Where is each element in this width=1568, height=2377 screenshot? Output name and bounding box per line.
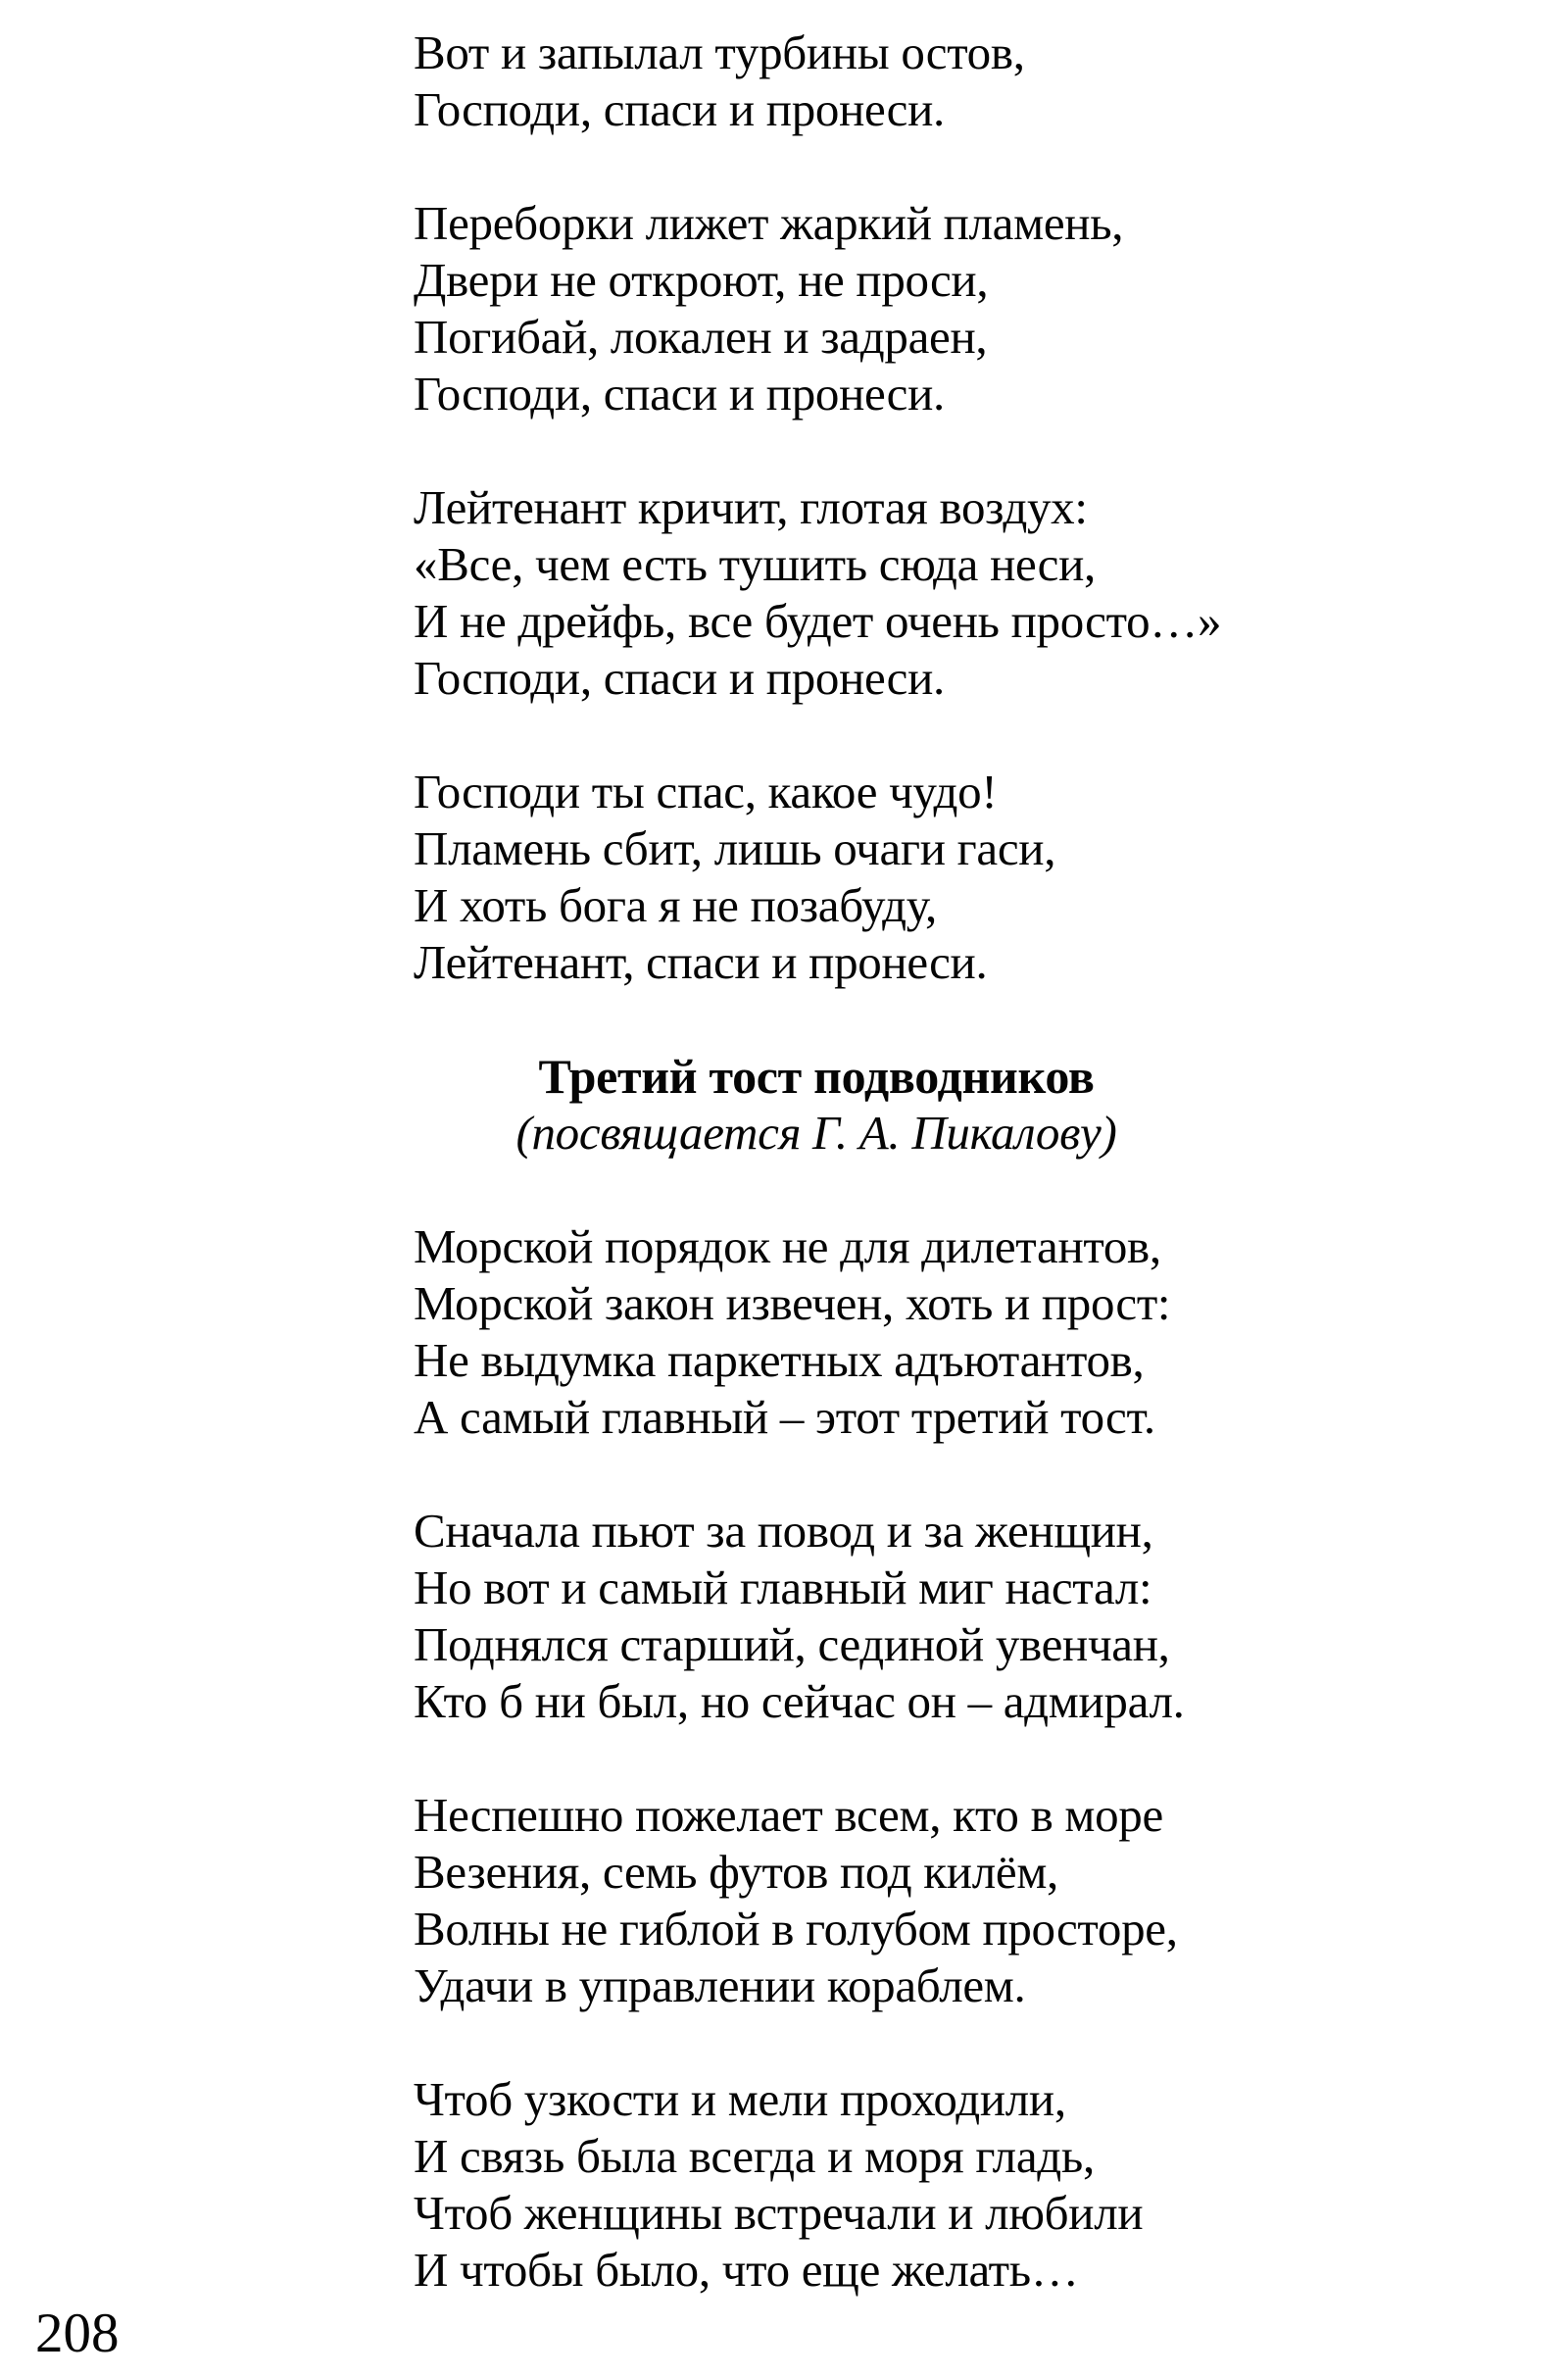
stanza: [414, 1503, 1219, 1730]
poem-line: Удачи в управлении кораблем.: [414, 1958, 1026, 2012]
poem-line: Кто б ни был, но сейчас он – адмирал.: [414, 1674, 1185, 1728]
poem-line: «Все, чем есть тушить сюда неси,: [414, 537, 1096, 591]
poem-line: Морской закон извечен, хоть и прост:: [414, 1276, 1171, 1330]
poem-dedication: (посвящается Г. А. Пикалову): [515, 1106, 1117, 1160]
poem-line: А самый главный – этот третий тост.: [414, 1390, 1155, 1444]
poem-line: И не дрейфь, все будет очень просто…»: [414, 594, 1222, 648]
poem-line: И хоть бога я не позабуду,: [414, 878, 937, 932]
poem-column: [414, 25, 1222, 2355]
poem-line: Лейтенант кричит, глотая воздух:: [414, 480, 1088, 534]
stanza: [414, 1787, 1219, 2014]
poem-line: Господи ты спас, какое чудо!: [414, 765, 998, 818]
poem-line: Погибай, локален и задраен,: [414, 310, 988, 364]
poem-line: Пламень сбит, лишь очаги гаси,: [414, 821, 1056, 875]
poem-line: Поднялся старший, сединой увенчан,: [414, 1617, 1170, 1671]
poem-line: Переборки лижет жаркий пламень,: [414, 196, 1124, 250]
poem-line: Вот и запылал турбины остов,: [414, 25, 1025, 79]
poem-title: Третий тост подводников: [538, 1049, 1095, 1104]
poem-line: Неспешно пожелает всем, кто в море: [414, 1788, 1163, 1842]
poem-line: Чтоб узкости и мели проходили,: [414, 2072, 1066, 2126]
poem-line: Господи, спаси и пронеси.: [414, 82, 946, 136]
poem-line: Двери не откроют, не проси,: [414, 253, 989, 307]
poem-line: Везения, семь футов под килём,: [414, 1845, 1058, 1899]
stanza: [414, 25, 1219, 138]
poem-line: Господи, спаси и пронеси.: [414, 367, 946, 421]
poem-line: Не выдумка паркетных адъютантов,: [414, 1333, 1145, 1387]
stanza: [414, 2071, 1219, 2299]
poem-line: Морской порядок не для дилетантов,: [414, 1219, 1161, 1273]
stanza: [414, 1218, 1219, 1446]
page-number: 208: [35, 2303, 120, 2364]
poem-line: Сначала пьют за повод и за женщин,: [414, 1504, 1153, 1558]
poem-line: Лейтенант, спаси и пронеси.: [414, 935, 988, 989]
stanza: [414, 764, 1219, 991]
stanza: [414, 479, 1222, 707]
poem-header: [414, 1048, 1219, 1162]
poem-line: Но вот и самый главный миг настал:: [414, 1560, 1152, 1614]
poem-line: Чтоб женщины встречали и любили: [414, 2186, 1144, 2240]
poem-line: И чтобы было, что еще желать…: [414, 2243, 1079, 2297]
poem-line: Волны не гиблой в голубом просторе,: [414, 1902, 1178, 1956]
poem-line: И связь была всегда и моря гладь,: [414, 2129, 1095, 2183]
stanza: [414, 195, 1219, 422]
poem-line: Господи, спаси и пронеси.: [414, 651, 946, 705]
